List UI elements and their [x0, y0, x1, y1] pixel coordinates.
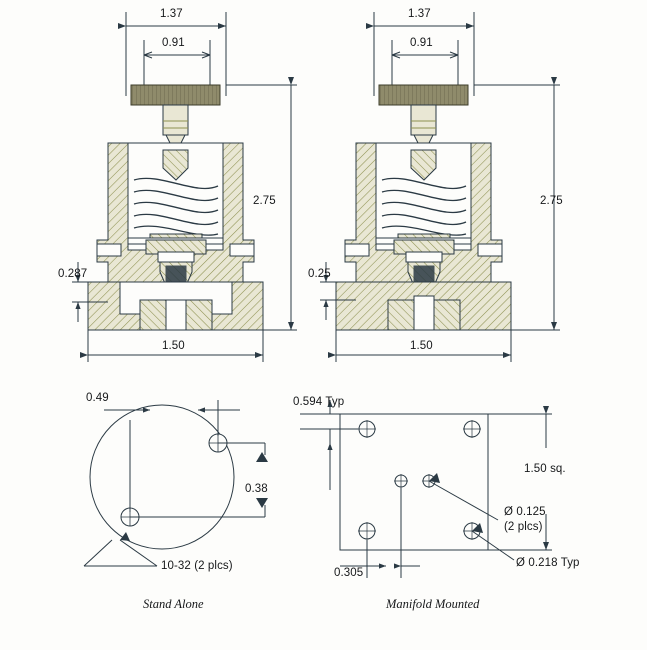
dim-sa-height: 2.75	[253, 195, 276, 207]
dim-sa-top-outer: 1.37	[160, 8, 183, 20]
note-small-hole: Ø 0.125	[504, 506, 546, 518]
note-thread: 10-32 (2 plcs)	[161, 560, 233, 572]
dim-sq-top: 0.594 Typ	[293, 396, 345, 408]
note-corner-hole: Ø 0.218 Typ	[516, 557, 580, 569]
dim-mm-top-outer: 1.37	[408, 8, 431, 20]
dim-circ-y: 0.38	[245, 483, 268, 495]
dim-sa-top-inner: 0.91	[162, 37, 185, 49]
caption-manifold-mounted: Manifold Mounted	[386, 597, 480, 611]
dim-sa-base-width: 1.50	[162, 340, 185, 352]
dim-sq-size: 1.50 sq.	[524, 463, 566, 475]
view-stand-alone	[72, 12, 297, 362]
caption-stand-alone: Stand Alone	[143, 597, 204, 611]
dim-sa-base-offset: 0.287	[58, 268, 88, 280]
dim-mm-height: 2.75	[540, 195, 563, 207]
dim-circ-x: 0.49	[86, 392, 109, 404]
note-small-hole-qty: (2 plcs)	[504, 521, 543, 533]
dim-mm-base-width: 1.50	[410, 340, 433, 352]
view-bottom-circle	[84, 400, 268, 566]
view-manifold-mounted	[320, 12, 560, 362]
dim-mm-top-inner: 0.91	[410, 37, 433, 49]
view-bottom-square	[300, 400, 552, 578]
dim-sq-bottom: 0.305	[334, 567, 364, 579]
dim-mm-base-offset: 0.25	[308, 268, 331, 280]
